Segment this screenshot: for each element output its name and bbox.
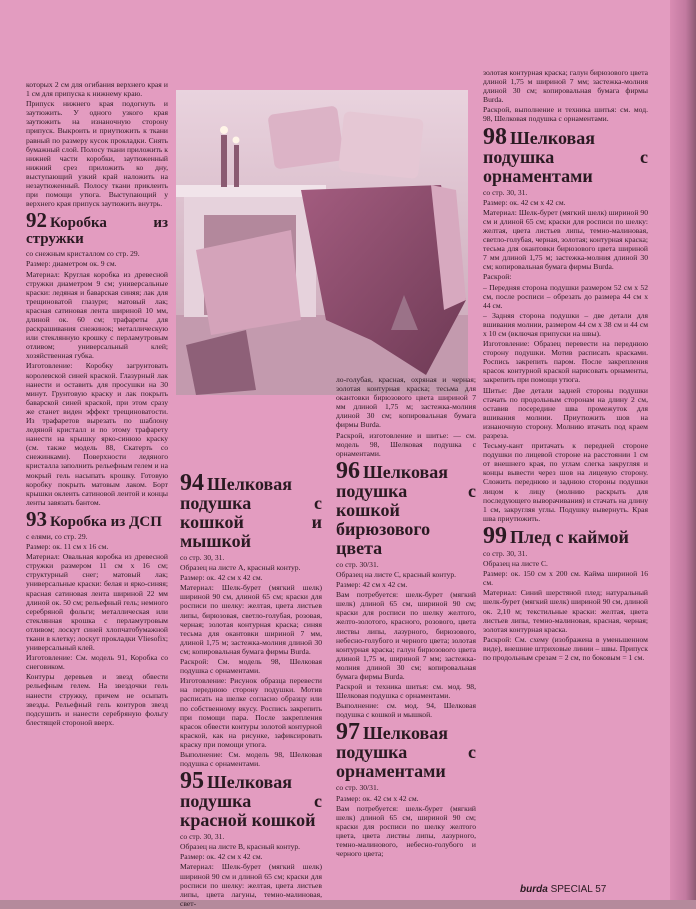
item-number: 96: [336, 457, 360, 484]
paragraph: Раскрой: См. схему (изображена в уменьшенном виде), внешние штриховые линии – швы. Припуск по продольным срезам = 2 см, по боковым = 1 см.: [483, 634, 648, 662]
page-footer: [520, 884, 606, 895]
item-title: Шелковая подушка с орнаментами: [483, 127, 648, 186]
heading-97: [336, 719, 476, 782]
item-number: 95: [180, 768, 204, 795]
paragraph: Размер: ок. 150 см х 200 см. Кайма шириной 16 см.: [483, 569, 648, 588]
subtitle: Образец на листе С.: [483, 559, 548, 569]
paragraph: Материал: Шелк-бурет (мягкий шелк) шириной 90 см и длиной 65 см; краски для росписи по шелку: желтая, цвета листьев липы, темно-малиновая, светло-голубая, черная, золотая; контурная краска; тесьма для окантовки бирюзового цвета шириной 7 мм длиной 1,75 м; застежка-молния длиной 30 см; копировальная бумага фирмы Burda.: [483, 207, 648, 272]
item-number: 94: [180, 470, 204, 496]
paragraph: Тесьму-кант притачать к передней стороне подушки по лицевой стороне на расстоянии 1 см от внешнего края, по углам слегка закругляя и концы вывести через шов на лицевую сторону. Сложить переднюю и заднюю стороны подушки лицом к лицу (молнию раскрыть для последующего выворачивания) и стачать на длину 1 см, закругляя углы. Подушку вывернуть. Края шва приутюжить.: [483, 441, 648, 523]
paragraph: Выполнение: См. модель 98, Шелковая подушка с орнаментами.: [180, 749, 322, 769]
paragraph: Размер: ок. 42 см х 42 см.: [483, 197, 566, 207]
paragraph: Вам потребуется: шелк-бурет (мягкий шелк) длиной 65 см, шириной 90 см; краски для росписи по шелку желтого цвета, цвета листвы липы, лазурного, темно-малинового, небесно-голубого и черного цвета;: [336, 803, 476, 859]
paragraph: Изготовление: Коробку загрунтовать королевской синей краской. Глазурный лак нанести и оставить для просушки на 30 минут. Грунтовую краску и лак покрыть баварской синей краской, при этом сразу же станет виден эффект трещиноватости. Из трафаретов вырезать по шаблону ледяной кристалл и по этому трафарету нанести на крышку ярко-синюю краску (см. также модель 88, Скатерть со снежинками). Поверхности ледяного кристалла заполнить рельефным гелем и на мокрый гель насыпать крошку. Готовую коробку покрыть матовым лаком. Борт крышки оклеить сатиновой лентой и концы ленты завязать бантом.: [26, 361, 168, 507]
subtitle: со стр. 30, 31.: [180, 553, 225, 562]
heading-92: [26, 208, 168, 248]
paragraph: которых 2 см для огибания верхнего края и 1 см для припуска к нижнему краю.: [26, 80, 168, 99]
paragraph: ло-голубая, красная, охряная и черная; золотая контурная краска; тесьма для окантовки бирюзового цвета шириной 7 мм длиной 1,75 м; застежка-молния длиной 30 см; копировальная бумага фирмы Burda.: [336, 375, 476, 430]
paragraph: – Задняя сторона подушки – две детали для вшивания молнии, размером 44 см х 38 см и 44 см х 10 см (включая припуски на швы).: [483, 310, 648, 338]
paragraph: Вам потребуется: шелк-бурет (мягкий шелк) длиной 65 см, шириной 90 см; краски для росписи по шелку желтого, желто-золотого, красного, розового, цвета листвы липы, лазурного, бирюзового, небесно-голубого и черного цвета; золотая контурная краска; галун бирюзового цвета длиной 1,75 м, шириной 7 мм; застежка-молния длиной 30 см; копировальная бумага фирмы Burda.: [336, 590, 476, 681]
paragraph: Материал: Овальная коробка из древесной стружки размером 11 см х 16 см; структурный снег; матовый лак; универсальные краски: белая и ярко-синяя; красная сатиновая лента шириной 22 мм длиной ок. 50 см; рельефный гель; немного серебряной фольги; металлическая или стеклянная крошка с перламутровым отливом; лоскут синей хлопчатобумажной ткани в клетку; лоскут прокладки Vliesofix; универсальный клей.: [26, 552, 168, 653]
item-number: 93: [26, 506, 47, 531]
paragraph: Выполнение: см. мод. 94, Шелковая подушка с кошкой и мышкой.: [336, 701, 476, 720]
subtitle: со стр. 30, 31.: [483, 548, 528, 558]
paragraph: Материал: Шелк-бурет (мягкий шелк) шириной 90 см и длиной 65 см; краски для росписи по шелку: желтая, цвета листьев липы, цвета лагуны, темно-малиновая, свет-: [180, 862, 322, 908]
paragraph: Раскрой, изготовление и шитье: — см. модель 98, Шелковая подушка с орнаментами.: [336, 430, 476, 458]
photo-illustration: [176, 90, 468, 395]
item-title: Коробка из стружки: [26, 215, 168, 248]
paragraph: Материал: Круглая коробка из древесной стружки диаметром 9 см; универсальные краски: ледяная и баварская синяя; лак для трещиноватой глазури; матовый лак; красная сатиновая лента шириной 10 мм, длиной ок. 60 см; трафареты для раскрашивания снежинок; металлическую или стеклянную крошку с перламутровым отливом; универсальный клей; хозяйственная губка.: [26, 269, 168, 361]
paragraph: Размер: ок. 11 см х 16 см.: [26, 542, 109, 552]
paragraph: Размер: 42 см х 42 см.: [336, 580, 408, 590]
item-title: Плед с каймой: [510, 526, 629, 547]
paragraph: Контуры деревьев и звезд обвести рельефным гелем. На звездочки гель нанести стружку, причем не осыпать звезды. Рельефный гель контуров звезд подсушить и нанести серебряную фольгу блестящей стороной вверх.: [26, 672, 168, 727]
paragraph: Изготовление: Рисунок образца перевести на переднюю сторону подушки. Мотив расписать на шелке согласно образцу или по собственному вкусу. Роспись закрепить при помощи пара. После закрепления красок обвести контуры золотой контурной краской, как на рисунке, зафиксировать краску при помощи утюга.: [180, 676, 322, 749]
paragraph: Припуск нижнего края подогнуть и заутюжить. У одного узкого края заутюжить на изнаночную сторону припуск. Выкроить и приутюжить к ткани равный по размеру кусок прокладки. Снять бумажный слой. Полосу ткани приложить к нижней части коробки, заутюженный нижний срез приложить ко дну, выступающий узкий край наложить на незаутюженный. Полосу ткани приклеить при помощи утюга. Выступающий у верхнего края припуск заутюжить внутрь.: [26, 99, 168, 209]
page-number: 57: [595, 884, 607, 895]
heading-98: [483, 123, 648, 186]
paragraph: Раскрой:: [483, 272, 512, 282]
subtitle: со стр. 30/31.: [336, 559, 379, 569]
heading-93: [26, 506, 168, 531]
heading-94: [180, 470, 322, 551]
product-photo: [176, 90, 468, 395]
item-number: 99: [483, 522, 507, 549]
subtitle: со стр. 30, 31.: [180, 832, 225, 842]
subtitle: Образец на листе С, красный контур.: [336, 569, 457, 579]
page-edge: [670, 0, 696, 900]
paragraph: Размер: ок. 42 см х 42 см.: [336, 793, 419, 803]
paragraph: – Передняя сторона подушки размером 52 см х 52 см, после росписи – обрезать до размера 44 см х 44 см.: [483, 282, 648, 310]
item-title: Шелковая подушка с кошкой бирюзового цвета: [336, 461, 476, 558]
item-title: Шелковая подушка с кошкой и мышкой: [180, 474, 322, 551]
subtitle: Образец на листе В, красный контур.: [180, 842, 301, 852]
item-number: 92: [26, 208, 47, 233]
column-right: [483, 68, 648, 663]
column-middle-right: [336, 375, 476, 859]
paragraph: золотая контурная краска; галун бирюзового цвета длиной 1,75 м шириной 7 мм; застежка-молния длиной 30 см; копировальная бумага фирмы Burda.: [483, 68, 648, 105]
paragraph: Изготовление: См. модель 91, Коробка со снеговиком.: [26, 653, 168, 672]
paragraph: Материал: Шелк-бурет (мягкий шелк) шириной 90 см, длиной 65 см; краски для росписи по шелку: желтая, цвета листьев липы, бирюзовая, светло-голубая, розовая, черная; золотая контурная краска; синяя тесьма для окантовки шириной 7 мм, длиной 1,75 м; застежка-молния длиной 30 см; копировальная бумага фирмы Burda.: [180, 583, 322, 656]
subtitle: со снежным кристаллом со стр. 29.: [26, 249, 140, 259]
paragraph: Раскрой и техника шитья: см. мод. 98, Шелковая подушка с орнаментами.: [336, 682, 476, 701]
paragraph: Материал: Синий шерстяной плед; натуральный шелк-бурет (мягкий шелк) шириной 90 см, длиной ок. 2,10 м; текстильные краски: желтая, цвета листьев липы, темно-малиновая, красная, черная; золотая контурная краска.: [483, 588, 648, 634]
paragraph: Размер: диаметром ок. 9 см.: [26, 259, 117, 269]
heading-96: [336, 457, 476, 558]
column-left: [26, 80, 168, 728]
paragraph: Раскрой, выполнение и техника шитья: см. мод. 98, Шелковая подушка с орнаментами.: [483, 105, 648, 124]
paragraph: Размер: ок. 42 см х 42 см.: [180, 852, 263, 862]
column-middle-left: [180, 470, 322, 909]
heading-95: [180, 768, 322, 831]
item-number: 97: [336, 719, 360, 746]
heading-99: [483, 522, 648, 549]
item-title: Шелковая подушка с орнаментами: [336, 723, 476, 782]
item-title: Шелковая подушка с красной кошкой: [180, 772, 322, 831]
subtitle: Образец на листе А, красный контур.: [180, 563, 301, 573]
subtitle: со стр. 30/31.: [336, 783, 379, 793]
series-name: SPECIAL: [550, 884, 593, 895]
paragraph: Изготовление: Образец перевести на переднюю сторону подушки. Мотив расписать красками. Роспись закрепить паром. После закрепления красок контурной краской нарисовать орнаменты, закрепить при помощи утюга.: [483, 339, 648, 385]
paragraph: Размер: ок. 42 см х 42 см.: [180, 573, 263, 583]
paragraph: Раскрой: См. модель 98, Шелковая подушка с орнаментами.: [180, 657, 322, 676]
paragraph: Шитье: Две детали задней стороны подушки стачать по продольным сторонам на длину 2 см, оставив посередине шва промежуток для вшивания молнии. Приутюжить шов на изнаночную сторону. Молнию втачать под краем разреза.: [483, 385, 648, 440]
brand-name: burda: [520, 884, 548, 895]
item-title: Коробка из ДСП: [50, 513, 162, 530]
subtitle: с елями, со стр. 29.: [26, 531, 88, 541]
item-number: 98: [483, 123, 507, 150]
subtitle: со стр. 30, 31.: [483, 187, 528, 197]
